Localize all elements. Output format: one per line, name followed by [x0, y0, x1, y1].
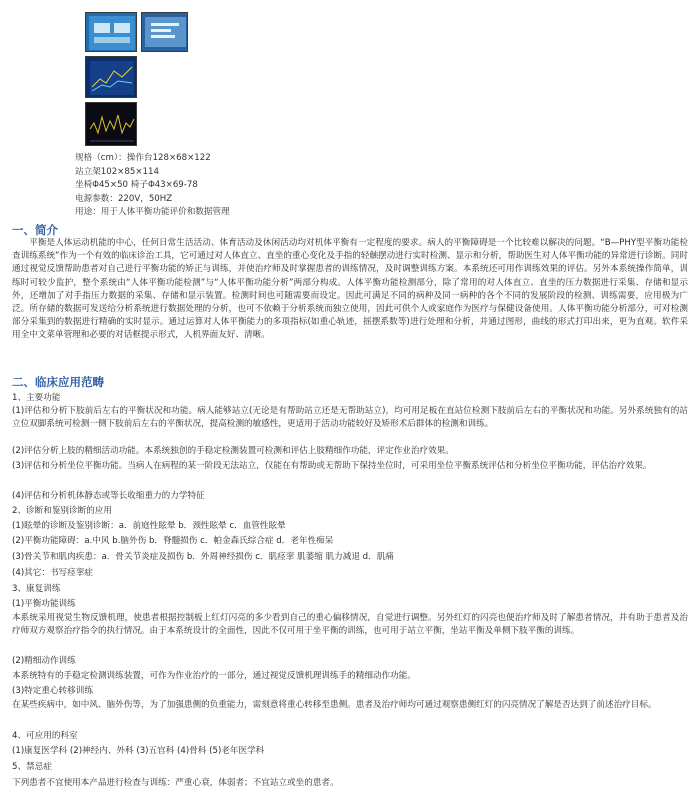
spec-size: 规格（cm）：操作台128×68×122 [75, 153, 211, 163]
screenshot-thumbnail [85, 102, 137, 146]
list-item: (4)其它：书写痉挛症 [12, 568, 93, 578]
heading-contraindications: 5、禁忌症 [12, 762, 52, 772]
list-item: (3)评估和分析坐位平衡功能。当病人在病程的某一阶段无法站立，仅能在有帮助或无帮助下保持坐位时，可采用坐位平衡系统评估和分析坐位平衡功能，评估治疗效果。 [12, 461, 652, 471]
heading-diagnosis: 2、诊断和鉴别诊断的应用 [12, 506, 112, 516]
list-item: (3)特定重心转移训练 [12, 686, 93, 696]
intro-paragraph: 平衡是人体运动机能的中心，任何日常生活活动、体育活动及休闲活动均对机体平衡有一定程度的要求。病人的平衡障碍是一个比较难以解决的问题。“B—PHY型平衡功能检查训练系统”作为一个有效的临床诊治工具，它可通过对人体直立、直坐的重心变化及手指的轻触摆动进行实时检测、显示和分析，帮助医生对人体平衡功能的异常进行诊断。同时通过视觉反馈帮助患者对自己进行平衡功能的矫正与训练，并使治疗师及时掌握患者的训练情况，及时调整训练方案。本系统还可用作训练效果的评估。另外本系统操作简单，训练时可较少监护，整个系统由“人体平衡功能检测”与“人体平衡功能分析”两部分构成。人体平衡功能检测部分，除了常用的对人体直立、直坐的压力数据进行采集、存储和显示外，还增加了对手指压力数据的采集、存储和显示装置。检测时间也可随需要而设定。因此可满足不同的病种及同一病种的各个不同的发展阶段的检测、训练需要，应用极为广泛。所存储的数据可发送给分析系统进行数据处理的分析，也可不依赖于分析系统而独立使用，因此可供个人或家庭作为医疗与保健设备使用。人体平衡功能分析部分，可对检测部分采集到的数据进行精确的实时显示。通过运算对人体平衡能力的多项指标(如重心轨迹，摇摆系数等)进行处理和分析，并通过图形，曲线的形式打印出来，更为直观。软件采用全中文菜单管理和必要的对话框提示形式，人机界面友好、清晰。 [12, 238, 688, 341]
heading-rehab: 3、康复训练 [12, 584, 61, 594]
list-item: (1)康复医学科 (2)神经内、外科 (3)五官科 (4)骨科 (5)老年医学科 [12, 746, 265, 756]
heading-main-function: 1、主要功能 [12, 393, 61, 403]
list-item: (2)评估分析上肢的精细活动功能。本系统独创的手稳定检测装置可检测和评估上肢精细作功能，评定作业治疗效果。 [12, 446, 454, 456]
list-item: 本系统特有的手稳定检测训练装置，可作为作业治疗的一部分，通过视觉反馈机理训练手的精细动作功能。 [12, 671, 416, 681]
screenshot-thumbnail [85, 12, 137, 52]
spec-usage: 用途：用于人体平衡功能评价和数据管理 [75, 207, 230, 218]
product-specs [75, 152, 230, 220]
list-item: (2)精细动作训练 [12, 656, 76, 666]
list-item: (3)骨关节和肌肉疾患：a．骨关节炎症及损伤 b．外周神经损伤 c．肌痉挛 肌萎缩 肌力减退 d．肌痛 [12, 552, 394, 562]
list-item: (1)评估和分析下肢前后左右的平衡状况和功能。病人能够站立(无论是有帮助站立还是无帮助站立)，均可用足板在直站位检测下肢前后左右的平衡状况和功能。另外系统独有的站立位双脚系统可检测一侧下肢前后左右的平衡状况，提高检测的敏感性，更适用于活动功能较好及矫形术后群体的检测和训练。 [12, 406, 688, 430]
screenshot-thumbnail [141, 12, 188, 52]
spec-station: 站立架102×85×114 [75, 166, 159, 177]
spec-power: 电源参数：220V，50HZ [75, 193, 173, 204]
list-item: 本系统采用视觉生物反馈机理，使患者根据控制板上红灯闪亮的多少看到自己的重心偏移情况，自觉进行调整。另外红灯的闪亮也便治疗师及时了解患者情况，并有助于患者及治疗师双方观察治疗指令的执行情况。由于本系统设计的全面性，因此不仅可用于坐平衡的训练，也可用于站立平衡，坐站平衡及单侧下肢平衡的训练。 [12, 613, 688, 637]
list-item: (4)评估和分析机体静态或等长收缩重力的力学特征 [12, 491, 205, 501]
list-item: (1)眩晕的诊断及鉴别诊断：a．前庭性眩晕 b．颈性眩晕 c．血管性眩晕 [12, 521, 286, 531]
heading-departments: 4、可应用的科室 [12, 731, 78, 741]
spec-seat: 坐椅Φ45×50 椅子Φ43×69-78 [75, 180, 198, 191]
list-item: 下列患者不宜使用本产品进行检查与训练：严重心衰，体弱者；不宜站立或坐的患者。 [12, 778, 339, 788]
list-item: (1)平衡功能训练 [12, 599, 76, 609]
section-title-clinical: 二、临床应用范畴 [12, 375, 104, 389]
list-item: 在某些疾病中，如中风、脑外伤等，为了加强患侧的负重能力，需刻意将重心转移至患侧。患者及治疗师均可通过观察患侧红灯的闪亮情况了解是否达到了前述治疗目标。 [12, 700, 657, 710]
list-item: (2)平衡功能障碍：a.中风 b.脑外伤 b．脊髓损伤 c．帕金森氏综合症 d．老年性痴呆 [12, 536, 334, 546]
section-title-intro: 一、简介 [12, 223, 58, 237]
screenshot-thumbnail [85, 56, 137, 98]
